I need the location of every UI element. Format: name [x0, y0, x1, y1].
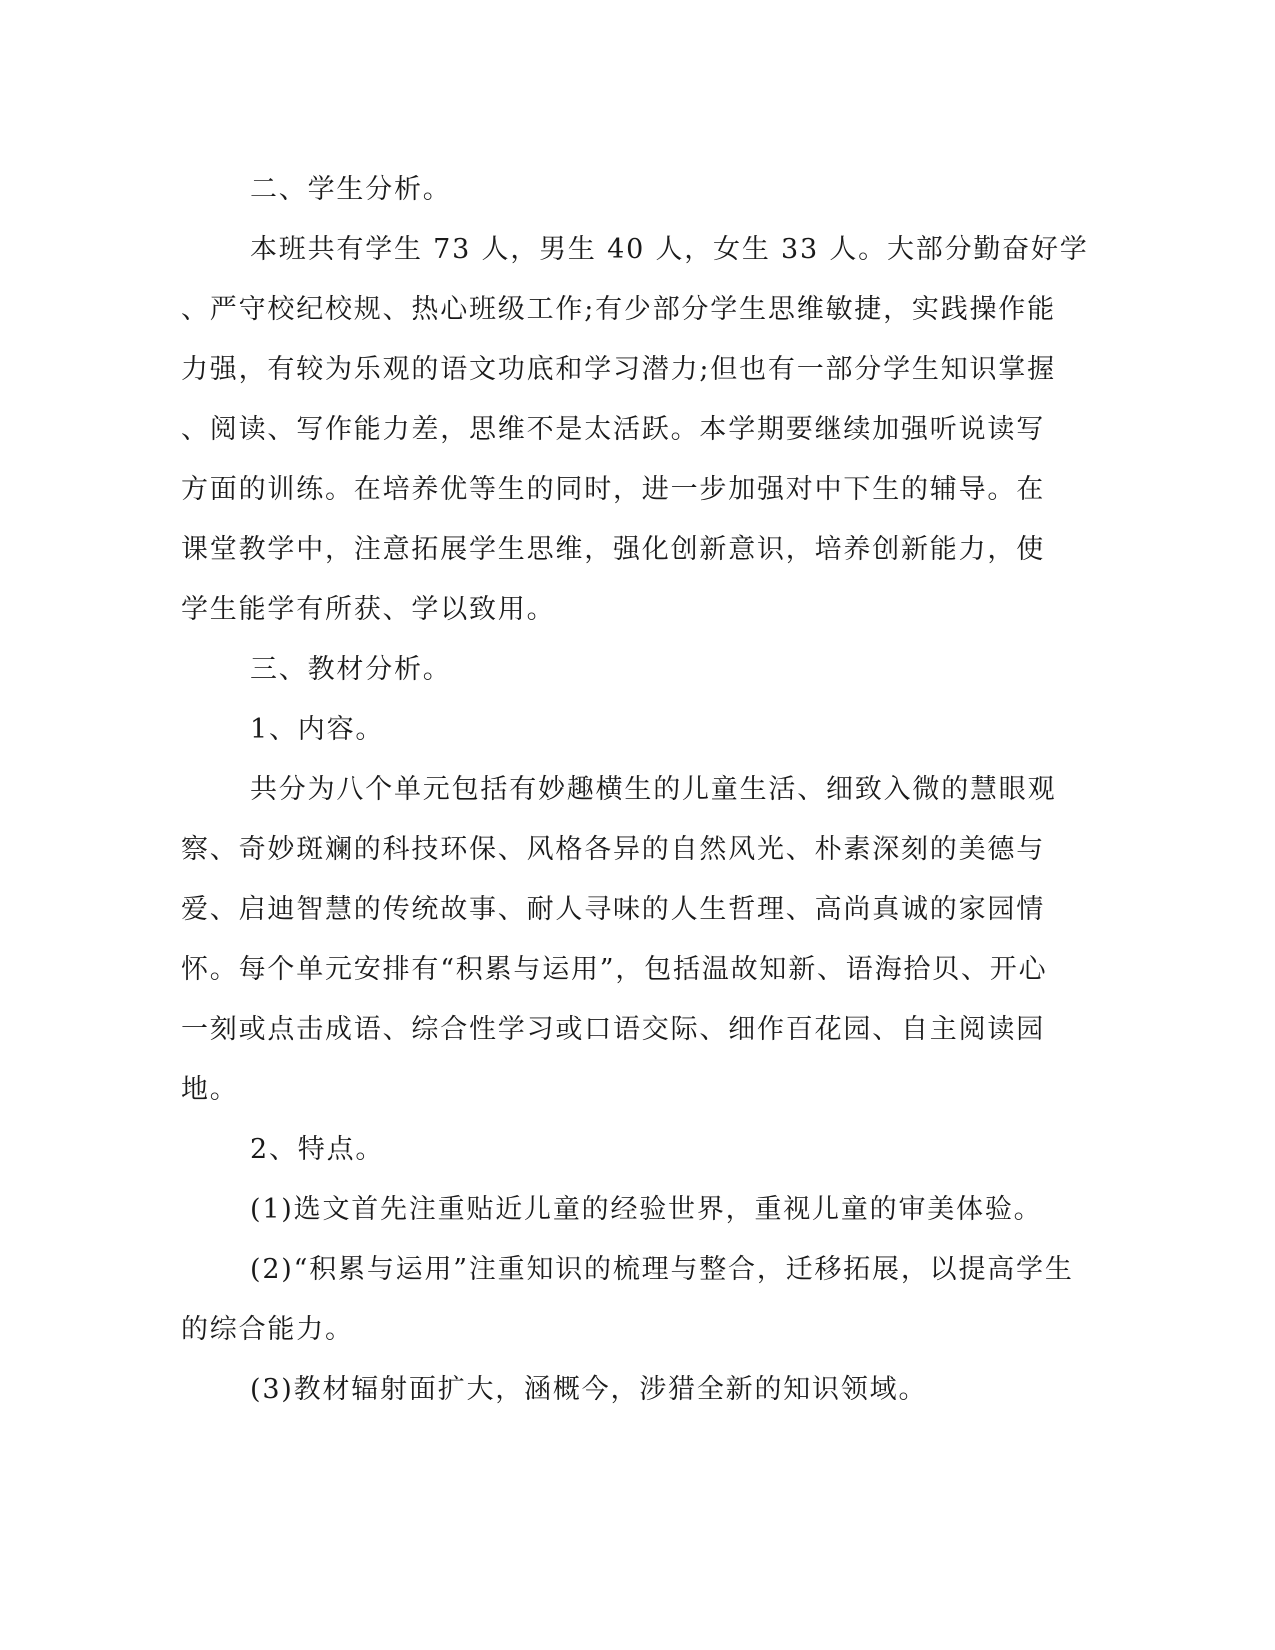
document-body: [181, 160, 1089, 1420]
paragraph-line: 力强，有较为乐观的语文功底和学习潜力;但也有一部分学生知识掌握: [181, 354, 1056, 385]
paragraph-line: 本班共有学生 73 人，男生 40 人，女生 33 人。大部分勤奋好学: [250, 234, 1089, 265]
paragraph-line: 一刻或点击成语、综合性学习或口语交际、细作百花园、自主阅读园: [181, 1014, 1045, 1045]
list-item-2: (2)“积累与运用”注重知识的梳理与整合，迁移拓展，以提高学生: [250, 1254, 1074, 1285]
list-item-1: (1)选文首先注重贴近儿童的经验世界，重视儿童的审美体验。: [250, 1194, 1043, 1225]
paragraph-line: 怀。每个单元安排有“积累与运用”，包括温故知新、语海拾贝、开心: [181, 954, 1048, 985]
paragraph-line: 的综合能力。: [181, 1314, 354, 1345]
paragraph-line: 共分为八个单元包括有妙趣横生的儿童生活、细致入微的慧眼观: [250, 774, 1057, 805]
paragraph-line: 课堂教学中，注意拓展学生思维，强化创新意识，培养创新能力，使: [181, 534, 1045, 565]
paragraph-line: 学生能学有所获、学以致用。: [181, 594, 556, 625]
list-item-3: (3)教材辐射面扩大，涵概今，涉猎全新的知识领域。: [250, 1374, 928, 1405]
paragraph-line: 爱、启迪智慧的传统故事、耐人寻味的人生哲理、高尚真诚的家园情: [181, 894, 1045, 925]
paragraph-line: 地。: [181, 1074, 239, 1105]
subheading-features: 2、特点。: [250, 1134, 385, 1165]
paragraph-line: 方面的训练。在培养优等生的同时，进一步加强对中下生的辅导。在: [181, 474, 1045, 505]
paragraph-line: 、阅读、写作能力差，思维不是太活跃。本学期要继续加强听说读写: [181, 414, 1045, 445]
subheading-content: 1、内容。: [250, 714, 385, 745]
paragraph-line: 、严守校纪校规、热心班级工作;有少部分学生思维敏捷，实践操作能: [181, 294, 1056, 325]
paragraph-line: 察、奇妙斑斓的科技环保、风格各异的自然风光、朴素深刻的美德与: [181, 834, 1045, 865]
section-heading-textbook-analysis: 三、教材分析。: [250, 654, 452, 685]
section-heading-student-analysis: 二、学生分析。: [250, 174, 452, 205]
